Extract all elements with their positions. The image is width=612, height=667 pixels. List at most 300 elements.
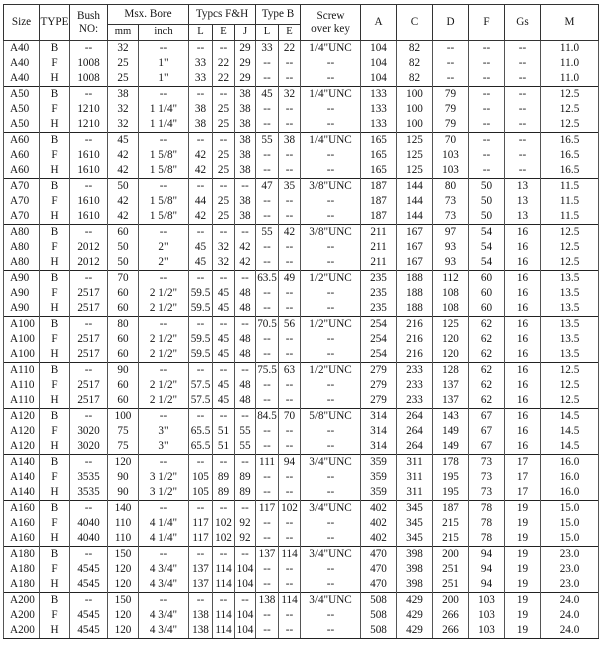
cell-bore-mm: 60 <box>108 378 139 393</box>
table-row <box>4 516 599 531</box>
cell-b-e: -- <box>279 301 301 317</box>
cell-bore-inch: 3 1/2" <box>139 485 189 501</box>
cell-b-e: 114 <box>279 593 301 609</box>
cell-bore-mm: 32 <box>108 117 139 133</box>
cell-fh-j: -- <box>235 225 256 241</box>
table-row <box>4 286 599 301</box>
cell-gs: 17 <box>505 485 541 501</box>
cell-a: 165 <box>361 148 397 163</box>
table-row <box>4 148 599 163</box>
cell-f: 50 <box>469 194 505 209</box>
cell-b-l: -- <box>256 163 279 179</box>
cell-m: 13.5 <box>541 301 599 317</box>
table-row <box>4 87 599 103</box>
cell-a: 402 <box>361 531 397 547</box>
cell-a: 235 <box>361 301 397 317</box>
cell-bore-inch: -- <box>139 87 189 103</box>
table-row <box>4 102 599 117</box>
cell-a: 187 <box>361 179 397 195</box>
cell-c: 311 <box>397 470 433 485</box>
cell-c: 429 <box>397 623 433 639</box>
cell-d: 93 <box>433 255 469 271</box>
cell-screw: -- <box>301 378 361 393</box>
cell-f: 50 <box>469 209 505 225</box>
cell-b-e: 49 <box>279 271 301 287</box>
cell-bore-mm: 110 <box>108 531 139 547</box>
cell-fh-l: 57.5 <box>189 378 213 393</box>
cell-d: -- <box>433 71 469 87</box>
cell-c: 125 <box>397 133 433 149</box>
cell-bore-mm: 90 <box>108 485 139 501</box>
cell-type: B <box>40 593 70 609</box>
cell-a: 133 <box>361 117 397 133</box>
cell-bore-inch: 4 3/4" <box>139 608 189 623</box>
cell-d: 215 <box>433 531 469 547</box>
cell-m: 11.5 <box>541 194 599 209</box>
cell-b-l: 63.5 <box>256 271 279 287</box>
cell-fh-l: -- <box>189 317 213 333</box>
table-row <box>4 317 599 333</box>
cell-size: A60 <box>4 163 40 179</box>
cell-size: A180 <box>4 562 40 577</box>
cell-gs: -- <box>505 133 541 149</box>
cell-fh-e: 102 <box>213 516 235 531</box>
cell-d: 125 <box>433 317 469 333</box>
cell-b-l: 55 <box>256 133 279 149</box>
cell-fh-l: 117 <box>189 531 213 547</box>
cell-bore-mm: 25 <box>108 71 139 87</box>
cell-size: A50 <box>4 87 40 103</box>
cell-f: 62 <box>469 347 505 363</box>
cell-c: 82 <box>397 56 433 71</box>
cell-m: 23.0 <box>541 562 599 577</box>
cell-c: 264 <box>397 424 433 439</box>
cell-b-e: -- <box>279 516 301 531</box>
cell-bore-mm: 42 <box>108 194 139 209</box>
cell-size: A80 <box>4 225 40 241</box>
cell-bore-inch: 1 5/8" <box>139 148 189 163</box>
cell-f: -- <box>469 133 505 149</box>
cell-b-l: -- <box>256 332 279 347</box>
cell-d: -- <box>433 56 469 71</box>
cell-bush-no: 1610 <box>70 209 108 225</box>
cell-fh-l: 42 <box>189 163 213 179</box>
cell-m: 13.5 <box>541 271 599 287</box>
cell-d: 97 <box>433 225 469 241</box>
cell-c: 188 <box>397 301 433 317</box>
cell-size: A200 <box>4 608 40 623</box>
cell-fh-e: -- <box>213 363 235 379</box>
cell-fh-e: -- <box>213 593 235 609</box>
cell-gs: 19 <box>505 608 541 623</box>
cell-bore-inch: 1 5/8" <box>139 209 189 225</box>
cell-bore-inch: 4 3/4" <box>139 623 189 639</box>
cell-fh-l: 59.5 <box>189 347 213 363</box>
cell-b-l: 45 <box>256 87 279 103</box>
cell-bore-inch: 4 1/4" <box>139 516 189 531</box>
cell-a: 165 <box>361 163 397 179</box>
cell-fh-j: 92 <box>235 531 256 547</box>
header-fh-j: J <box>235 25 256 41</box>
cell-fh-j: -- <box>235 363 256 379</box>
cell-screw: -- <box>301 301 361 317</box>
cell-bore-inch: 1 1/4" <box>139 117 189 133</box>
cell-bore-inch: 2 1/2" <box>139 286 189 301</box>
cell-fh-e: 22 <box>213 71 235 87</box>
cell-bush-no: 1210 <box>70 102 108 117</box>
cell-size: A110 <box>4 363 40 379</box>
table-row <box>4 363 599 379</box>
cell-screw: -- <box>301 562 361 577</box>
cell-bush-no: 4545 <box>70 577 108 593</box>
cell-fh-e: -- <box>213 179 235 195</box>
cell-screw: -- <box>301 102 361 117</box>
table-row <box>4 424 599 439</box>
cell-type: H <box>40 209 70 225</box>
cell-b-l: 47 <box>256 179 279 195</box>
cell-b-l: -- <box>256 378 279 393</box>
cell-size: A140 <box>4 470 40 485</box>
cell-screw: -- <box>301 56 361 71</box>
cell-d: 266 <box>433 608 469 623</box>
cell-m: 16.5 <box>541 133 599 149</box>
cell-bore-inch: -- <box>139 593 189 609</box>
table-row <box>4 439 599 455</box>
table-row <box>4 301 599 317</box>
cell-fh-l: 59.5 <box>189 286 213 301</box>
cell-screw: 1/4"UNC <box>301 87 361 103</box>
cell-c: 82 <box>397 71 433 87</box>
cell-a: 359 <box>361 455 397 471</box>
cell-fh-e: 45 <box>213 347 235 363</box>
cell-bush-no: 1008 <box>70 56 108 71</box>
cell-bore-mm: 120 <box>108 455 139 471</box>
cell-d: 128 <box>433 363 469 379</box>
cell-size: A40 <box>4 71 40 87</box>
cell-fh-e: 114 <box>213 623 235 639</box>
cell-d: 108 <box>433 301 469 317</box>
cell-screw: -- <box>301 470 361 485</box>
cell-bush-no: 2517 <box>70 378 108 393</box>
cell-fh-e: 114 <box>213 577 235 593</box>
cell-a: 470 <box>361 562 397 577</box>
cell-fh-e: 25 <box>213 209 235 225</box>
cell-m: 15.0 <box>541 531 599 547</box>
cell-m: 16.0 <box>541 485 599 501</box>
cell-bore-inch: -- <box>139 133 189 149</box>
cell-m: 24.0 <box>541 593 599 609</box>
cell-fh-l: 38 <box>189 102 213 117</box>
cell-f: 94 <box>469 562 505 577</box>
cell-bore-inch: 2 1/2" <box>139 301 189 317</box>
cell-bore-mm: 50 <box>108 179 139 195</box>
cell-a: 470 <box>361 547 397 563</box>
cell-bush-no: 4545 <box>70 562 108 577</box>
table-row <box>4 547 599 563</box>
cell-b-e: -- <box>279 148 301 163</box>
header-size: Size <box>4 5 40 41</box>
cell-b-e: -- <box>279 102 301 117</box>
cell-b-l: 138 <box>256 593 279 609</box>
cell-f: 54 <box>469 225 505 241</box>
header-a: A <box>361 5 397 41</box>
cell-size: A110 <box>4 378 40 393</box>
cell-f: 94 <box>469 577 505 593</box>
cell-b-l: -- <box>256 102 279 117</box>
cell-gs: 19 <box>505 516 541 531</box>
cell-type: B <box>40 363 70 379</box>
dimension-table <box>3 4 599 639</box>
cell-fh-j: 48 <box>235 393 256 409</box>
cell-c: 100 <box>397 87 433 103</box>
cell-bush-no: 4545 <box>70 608 108 623</box>
cell-d: 79 <box>433 117 469 133</box>
cell-m: 13.5 <box>541 347 599 363</box>
cell-fh-e: 25 <box>213 102 235 117</box>
cell-size: A50 <box>4 102 40 117</box>
cell-b-l: -- <box>256 56 279 71</box>
cell-m: 16.5 <box>541 148 599 163</box>
cell-size: A140 <box>4 455 40 471</box>
cell-fh-e: 45 <box>213 393 235 409</box>
cell-bore-inch: -- <box>139 271 189 287</box>
cell-bore-inch: 2 1/2" <box>139 347 189 363</box>
cell-m: 16.0 <box>541 455 599 471</box>
cell-gs: 16 <box>505 393 541 409</box>
cell-b-l: -- <box>256 347 279 363</box>
cell-gs: 17 <box>505 455 541 471</box>
cell-bore-mm: 60 <box>108 347 139 363</box>
cell-screw: 1/4"UNC <box>301 41 361 57</box>
cell-type: H <box>40 439 70 455</box>
cell-d: 112 <box>433 271 469 287</box>
cell-m: 15.0 <box>541 501 599 517</box>
cell-fh-l: 33 <box>189 56 213 71</box>
cell-b-l: -- <box>256 286 279 301</box>
table-row <box>4 271 599 287</box>
cell-fh-j: 104 <box>235 608 256 623</box>
cell-d: 79 <box>433 102 469 117</box>
cell-gs: 16 <box>505 424 541 439</box>
cell-fh-j: -- <box>235 179 256 195</box>
cell-screw: -- <box>301 71 361 87</box>
cell-d: -- <box>433 41 469 57</box>
cell-d: 73 <box>433 209 469 225</box>
cell-bore-mm: 150 <box>108 593 139 609</box>
cell-m: 12.5 <box>541 102 599 117</box>
cell-bush-no: 1008 <box>70 71 108 87</box>
cell-bush-no: 2012 <box>70 255 108 271</box>
cell-bush-no: 1610 <box>70 194 108 209</box>
cell-a: 235 <box>361 271 397 287</box>
cell-b-e: -- <box>279 577 301 593</box>
cell-size: A100 <box>4 347 40 363</box>
cell-a: 402 <box>361 516 397 531</box>
cell-b-l: -- <box>256 71 279 87</box>
cell-fh-l: 45 <box>189 255 213 271</box>
cell-type: H <box>40 577 70 593</box>
cell-screw: -- <box>301 608 361 623</box>
cell-fh-e: -- <box>213 547 235 563</box>
cell-fh-j: 104 <box>235 623 256 639</box>
cell-m: 11.5 <box>541 179 599 195</box>
cell-c: 144 <box>397 194 433 209</box>
cell-f: 73 <box>469 455 505 471</box>
cell-f: 73 <box>469 470 505 485</box>
cell-f: -- <box>469 56 505 71</box>
cell-size: A40 <box>4 56 40 71</box>
cell-gs: 19 <box>505 562 541 577</box>
cell-type: H <box>40 255 70 271</box>
table-row <box>4 133 599 149</box>
cell-gs: 19 <box>505 547 541 563</box>
cell-bore-inch: 4 3/4" <box>139 562 189 577</box>
cell-fh-l: 57.5 <box>189 393 213 409</box>
cell-fh-j: 48 <box>235 286 256 301</box>
cell-screw: -- <box>301 286 361 301</box>
cell-bush-no: -- <box>70 501 108 517</box>
header-fh-l: L <box>189 25 213 41</box>
cell-bore-mm: 60 <box>108 301 139 317</box>
header-b-e: E <box>279 25 301 41</box>
cell-fh-j: -- <box>235 501 256 517</box>
cell-fh-j: 48 <box>235 332 256 347</box>
cell-screw: -- <box>301 516 361 531</box>
cell-bore-inch: -- <box>139 363 189 379</box>
header-m: M <box>541 5 599 41</box>
cell-bush-no: -- <box>70 41 108 57</box>
cell-bore-inch: -- <box>139 409 189 425</box>
cell-fh-e: -- <box>213 271 235 287</box>
cell-f: 94 <box>469 547 505 563</box>
cell-screw: -- <box>301 163 361 179</box>
cell-gs: 16 <box>505 301 541 317</box>
cell-bush-no: 3535 <box>70 470 108 485</box>
cell-bore-inch: 2 1/2" <box>139 393 189 409</box>
cell-size: A160 <box>4 501 40 517</box>
cell-m: 23.0 <box>541 577 599 593</box>
cell-d: 149 <box>433 424 469 439</box>
cell-screw: -- <box>301 623 361 639</box>
cell-screw: 1/2"UNC <box>301 271 361 287</box>
cell-size: A100 <box>4 317 40 333</box>
cell-a: 314 <box>361 439 397 455</box>
cell-fh-e: 51 <box>213 424 235 439</box>
cell-bore-inch: -- <box>139 317 189 333</box>
cell-f: 62 <box>469 363 505 379</box>
cell-f: 73 <box>469 485 505 501</box>
cell-bore-mm: 38 <box>108 87 139 103</box>
table-row <box>4 163 599 179</box>
cell-screw: 3/4"UNC <box>301 547 361 563</box>
cell-bush-no: 2517 <box>70 393 108 409</box>
cell-bore-inch: -- <box>139 547 189 563</box>
cell-fh-e: -- <box>213 225 235 241</box>
cell-bush-no: -- <box>70 409 108 425</box>
cell-a: 104 <box>361 41 397 57</box>
cell-b-l: -- <box>256 424 279 439</box>
cell-a: 279 <box>361 393 397 409</box>
cell-b-l: -- <box>256 209 279 225</box>
table-row <box>4 56 599 71</box>
cell-b-l: -- <box>256 301 279 317</box>
cell-d: 200 <box>433 547 469 563</box>
cell-type: H <box>40 485 70 501</box>
cell-fh-j: 38 <box>235 148 256 163</box>
header-fh-e: E <box>213 25 235 41</box>
cell-gs: 16 <box>505 240 541 255</box>
cell-d: 200 <box>433 593 469 609</box>
cell-m: 12.5 <box>541 240 599 255</box>
cell-f: 78 <box>469 531 505 547</box>
cell-f: -- <box>469 87 505 103</box>
table-row <box>4 347 599 363</box>
cell-fh-l: 137 <box>189 562 213 577</box>
cell-fh-e: 45 <box>213 286 235 301</box>
cell-bush-no: 4545 <box>70 623 108 639</box>
cell-a: 165 <box>361 133 397 149</box>
cell-c: 216 <box>397 317 433 333</box>
cell-c: 311 <box>397 455 433 471</box>
cell-b-e: -- <box>279 347 301 363</box>
cell-m: 16.5 <box>541 163 599 179</box>
cell-fh-j: 104 <box>235 562 256 577</box>
cell-gs: 16 <box>505 332 541 347</box>
cell-bore-mm: 50 <box>108 255 139 271</box>
cell-m: 16.0 <box>541 470 599 485</box>
cell-f: 50 <box>469 179 505 195</box>
cell-d: 108 <box>433 286 469 301</box>
cell-fh-j: 48 <box>235 378 256 393</box>
cell-gs: 16 <box>505 317 541 333</box>
cell-fh-l: -- <box>189 363 213 379</box>
cell-size: A70 <box>4 209 40 225</box>
cell-type: H <box>40 117 70 133</box>
table-body <box>4 41 599 639</box>
cell-fh-l: 105 <box>189 485 213 501</box>
cell-c: 264 <box>397 409 433 425</box>
cell-b-l: -- <box>256 608 279 623</box>
cell-b-l: -- <box>256 240 279 255</box>
cell-bore-inch: 2 1/2" <box>139 332 189 347</box>
cell-b-l: -- <box>256 117 279 133</box>
cell-gs: 17 <box>505 470 541 485</box>
cell-bore-mm: 42 <box>108 148 139 163</box>
cell-m: 13.5 <box>541 332 599 347</box>
cell-size: A70 <box>4 194 40 209</box>
cell-bore-mm: 110 <box>108 516 139 531</box>
cell-screw: 3/8"UNC <box>301 179 361 195</box>
cell-type: B <box>40 133 70 149</box>
cell-screw: -- <box>301 393 361 409</box>
cell-size: A160 <box>4 516 40 531</box>
cell-b-l: 84.5 <box>256 409 279 425</box>
cell-size: A40 <box>4 41 40 57</box>
cell-bore-mm: 80 <box>108 317 139 333</box>
cell-fh-l: -- <box>189 41 213 57</box>
cell-screw: 1/2"UNC <box>301 317 361 333</box>
cell-fh-j: 92 <box>235 516 256 531</box>
cell-type: F <box>40 562 70 577</box>
cell-fh-j: 38 <box>235 87 256 103</box>
cell-a: 211 <box>361 225 397 241</box>
cell-bore-mm: 60 <box>108 332 139 347</box>
cell-bore-inch: -- <box>139 455 189 471</box>
cell-c: 188 <box>397 286 433 301</box>
cell-fh-l: -- <box>189 455 213 471</box>
cell-b-l: -- <box>256 531 279 547</box>
table-row <box>4 485 599 501</box>
